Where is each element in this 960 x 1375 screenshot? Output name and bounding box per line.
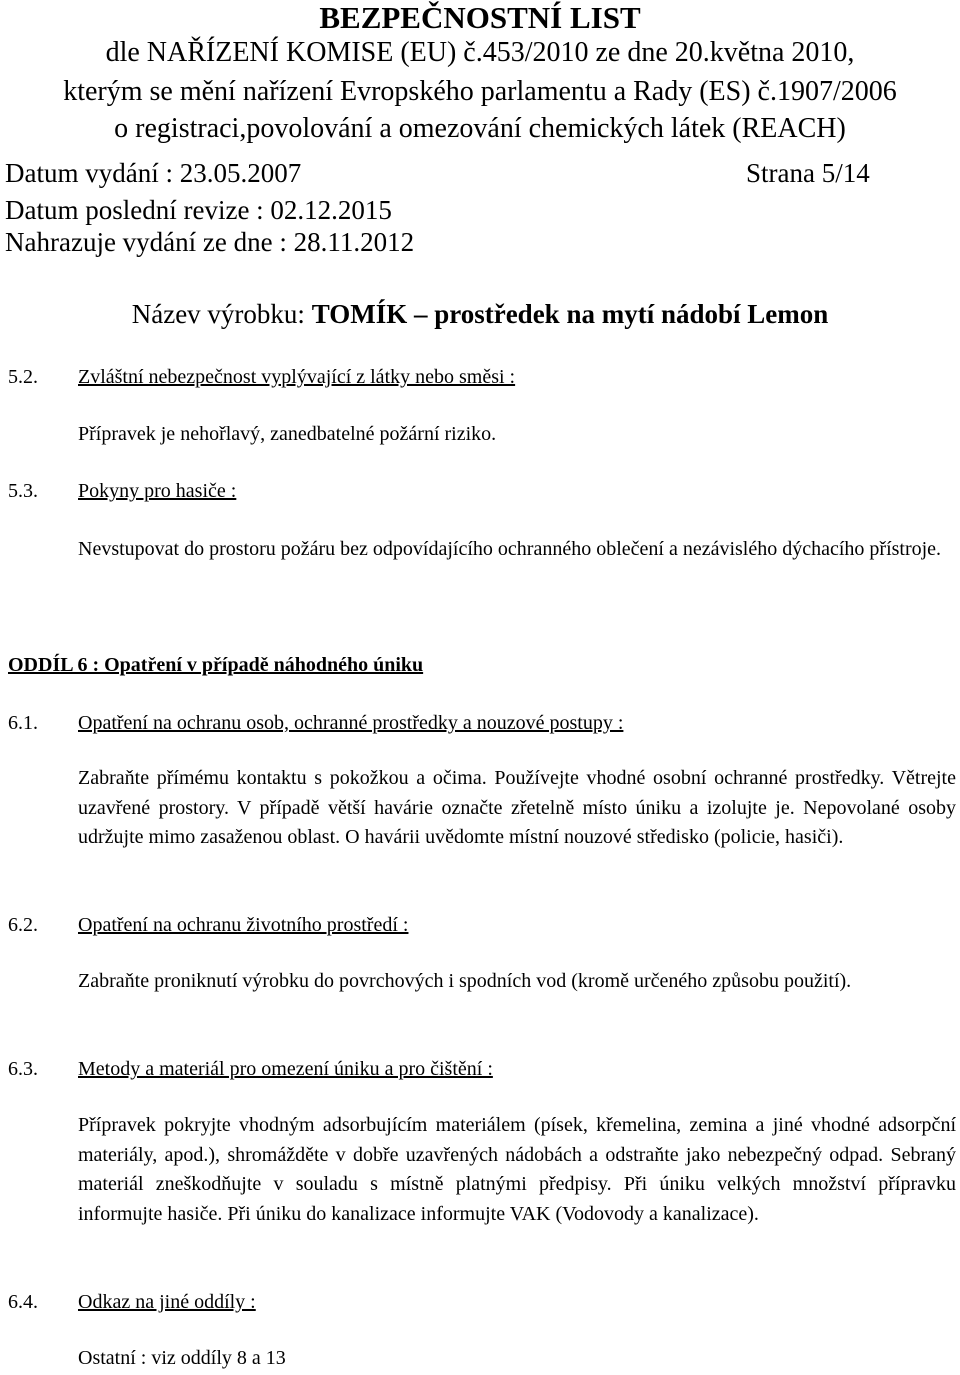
section-number: 6.2. [8, 914, 38, 936]
document-title: BEZPEČNOSTNÍ LIST [319, 0, 641, 35]
revision-date: Datum poslední revize : 02.12.2015 [5, 195, 392, 225]
section-number: 5.3. [8, 480, 38, 502]
product-name-line [0, 297, 960, 331]
regulation-line-3: o registraci,povolování a omezování chemických látek (REACH) [114, 113, 846, 144]
subsection-text: Nevstupovat do prostoru požáru bez odpovídajícího ochranného oblečení a nezávislého dýchacího přístroje. [78, 538, 942, 560]
subsection-text: Zabraňte proniknutí výrobku do povrchových i spodních vod (kromě určeného způsobu použití). [78, 970, 852, 992]
section-heading: ODDÍL 6 : Opatření v případě náhodného úniku [8, 654, 424, 676]
section-number: 5.2. [8, 366, 38, 388]
page-number: Strana 5/14 [746, 158, 870, 188]
subsection-title: Zvláštní nebezpečnost vyplývající z látky nebo směsi : [78, 366, 516, 388]
section-number: 6.4. [8, 1291, 38, 1313]
subsection-title: Pokyny pro hasiče : [78, 480, 237, 502]
subsection-text: Přípravek pokryjte vhodným adsorbujícím materiálem (písek, křemelina, zemina a jiné vhodné adsorpční materiály, apod.), shromážděte v dobře uzavřených nádobách a odstraňte jako nebezpečný odpad. Sebraný materiál zneškodňujte v souladu s místně platnými předpisy. Při úniku velkých množství přípravku informujte hasiče. Při úniku do kanalizace informujte VAK (Vodovody a kanalizace). [78, 1114, 956, 1225]
subsection-title: Opatření na ochranu osob, ochranné prostředky a nouzové postupy : [78, 712, 624, 734]
subsection-text: Přípravek je nehořlavý, zanedbatelné požární riziko. [78, 423, 497, 445]
subsection-title: Odkaz na jiné oddíly : [78, 1291, 256, 1313]
replaces-date: Nahrazuje vydání ze dne : 28.11.2012 [5, 227, 415, 257]
issue-date: Datum vydání : 23.05.2007 [5, 158, 302, 188]
product-name: TOMÍK – prostředek na mytí nádobí Lemon [311, 299, 829, 329]
subsection-title: Opatření na ochranu životního prostředí : [78, 914, 409, 936]
subsection-title: Metody a materiál pro omezení úniku a pro čištění : [78, 1058, 493, 1080]
subsection-text: Ostatní : viz oddíly 8 a 13 [78, 1347, 286, 1369]
product-label: Název výrobku: [131, 299, 312, 329]
regulation-line-1: dle NAŘÍZENÍ KOMISE (EU) č.453/2010 ze dne 20.května 2010, [105, 37, 855, 68]
section-number: 6.1. [8, 712, 38, 734]
section-number: 6.3. [8, 1058, 38, 1080]
regulation-line-2: kterým se mění nařízení Evropského parlamentu a Rady (ES) č.1907/2006 [63, 76, 897, 107]
subsection-text: Zabraňte přímému kontaktu s pokožkou a očima. Používejte vhodné osobní ochranné prostředky. Větrejte uzavřené prostory. V případě větší havárie označte zřetelně místo úniku a izolujte je. Nepovolané osoby udržujte mimo zasaženou oblast. O havárii uvědomte místní nouzové středisko (policie, hasiči). [78, 767, 956, 848]
